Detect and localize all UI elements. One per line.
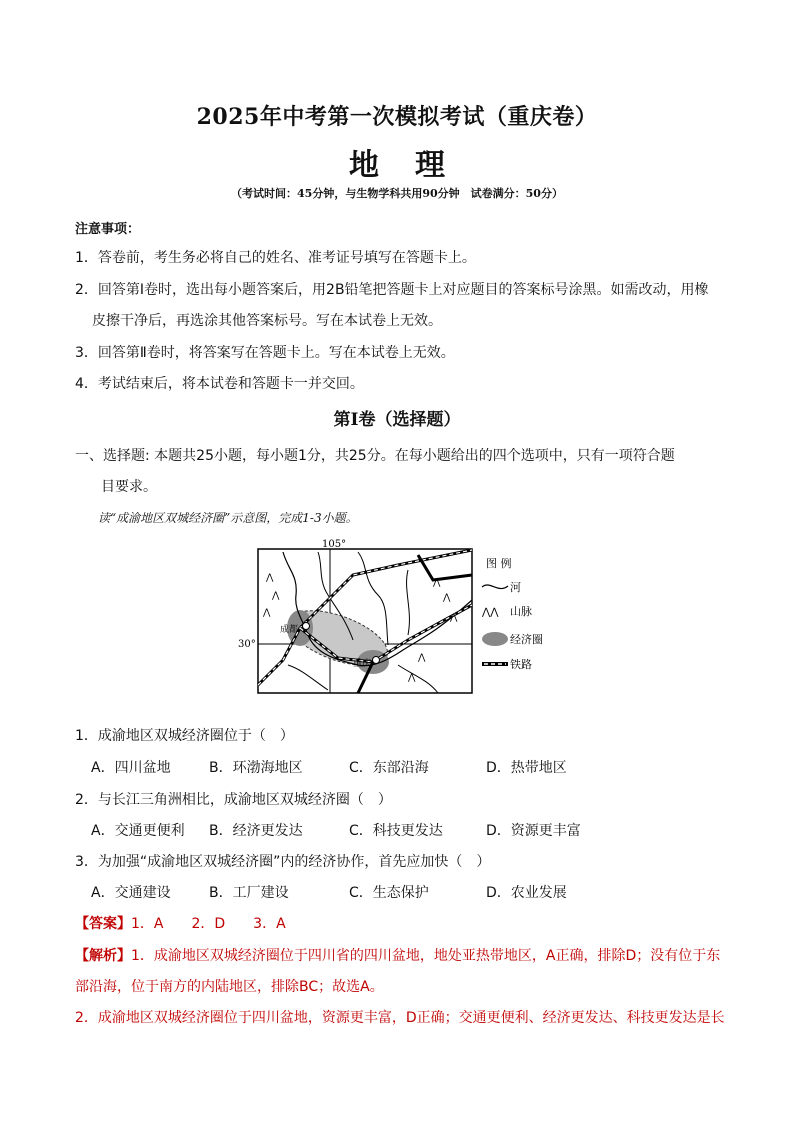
legend-circle-label: 经济圈 <box>510 633 543 646</box>
map-intro: 读“成渝地区双城经济圈”示意图，完成1-3小题。 <box>98 511 358 525</box>
notice-heading: 注意事项： <box>75 222 141 237</box>
question-1-options <box>91 757 567 777</box>
chongqing-marker <box>373 657 380 664</box>
svg-text:⋀: ⋀ <box>408 673 416 683</box>
svg-text:⋀: ⋀ <box>272 591 280 601</box>
legend-title: 图 例 <box>486 557 512 570</box>
question-1-stem: 1．成渝地区双城经济圈位于（ ） <box>75 728 294 744</box>
svg-text:⋀: ⋀ <box>263 608 271 618</box>
q2-option-a[interactable]: A．交通更便利 <box>91 823 185 839</box>
svg-text:⋀: ⋀ <box>443 593 451 603</box>
q2-option-d[interactable]: D．资源更丰富 <box>486 823 581 839</box>
answer-text: 1．A 2．D 3．A <box>131 916 286 932</box>
analysis-line-2: 部沿海，位于南方的内陆地区，排除BC；故选A。 <box>75 979 384 995</box>
question-3-stem: 3．为加强“成渝地区双城经济圈”内的经济协作，首先应加快（ ） <box>75 854 491 870</box>
q3-option-a[interactable]: A．交通建设 <box>91 885 171 901</box>
svg-text:⋀: ⋀ <box>418 653 426 663</box>
q2-option-c[interactable]: C．科技更发达 <box>349 823 443 839</box>
question-3-options <box>91 882 567 902</box>
exam-title: 2025年中考第一次模拟考试（重庆卷） <box>196 104 598 130</box>
section-title: 第Ⅰ卷（选择题） <box>333 410 461 430</box>
notice-item-3: 3．回答第Ⅱ卷时，将答案写在答题卡上。写在本试卷上无效。 <box>75 345 455 361</box>
analysis-line-3: 2．成渝地区双城经济圈位于四川盆地，资源更丰富，D正确；交通更便利、经济更发达、科技更发达是长 <box>75 1010 725 1026</box>
legend-river-label: 河 <box>510 581 521 594</box>
subject-title <box>0 140 794 184</box>
q2-option-b[interactable]: B．经济更发达 <box>209 823 303 839</box>
notice-item-2-cont: 皮擦干净后，再选涂其他答案标号。写在本试卷上无效。 <box>92 313 442 329</box>
q3-option-c[interactable]: C．生态保护 <box>349 885 429 901</box>
svg-text:⋀: ⋀ <box>450 613 458 623</box>
legend-river-symbol <box>482 585 508 589</box>
legend-rail-label: 铁路 <box>510 658 532 671</box>
exam-time-info: （考试时间：45分钟，与生物学科共用90分钟 试卷满分：50分） <box>231 187 563 200</box>
legend-mountain-symbol: ⋀⋀ <box>482 607 499 618</box>
lat-label: 30° <box>238 639 256 650</box>
chengdu-label: 成都 <box>280 625 299 635</box>
answer-label: 【答案】 <box>75 916 131 932</box>
question-2-options <box>91 820 581 840</box>
analysis-line-1 <box>75 945 720 965</box>
part1-instruction: 一、选择题: 本题共25小题，每小题1分，共25分。在每小题给出的四个选项中，只有一项符合题 <box>75 448 675 464</box>
notice-item-4: 4．考试结束后，将本试卷和答题卡一并交回。 <box>75 376 364 392</box>
question-2-stem: 2．与长江三角洲相比，成渝地区双城经济圈（ ） <box>75 792 392 808</box>
notice-item-2: 2．回答第Ⅰ卷时，选出每小题答案后，用2B铅笔把答题卡上对应题目的答案标号涂黑。如需改动，用橡 <box>75 282 709 298</box>
svg-text:⋀: ⋀ <box>266 573 274 583</box>
q1-option-b[interactable]: B．环渤海地区 <box>209 760 303 776</box>
notice-item-1: 1．答卷前，考生务必将自己的姓名、准考证号填写在答题卡上。 <box>75 250 476 266</box>
chongqing-label: 重庆 <box>353 659 372 669</box>
legend-circle-symbol <box>482 632 508 646</box>
subject-char-2: 理 <box>415 148 445 183</box>
analysis-text-1: 1．成渝地区双城经济圈位于四川省的四川盆地，地处亚热带地区，A正确，排除D；没有位于东 <box>131 948 721 964</box>
q3-option-d[interactable]: D．农业发展 <box>486 885 567 901</box>
chengyu-map <box>238 539 558 705</box>
analysis-label: 【解析】 <box>75 948 131 964</box>
subject-char-1: 地 <box>349 148 379 183</box>
q1-option-a[interactable]: A．四川盆地 <box>91 760 171 776</box>
part1-instruction-cont: 目要求。 <box>101 479 157 495</box>
lon-label: 105° <box>322 539 347 550</box>
answer-line <box>75 913 286 933</box>
q1-option-c[interactable]: C．东部沿海 <box>349 760 429 776</box>
q3-option-b[interactable]: B．工厂建设 <box>209 885 289 901</box>
legend-mountain-label: 山脉 <box>510 605 532 618</box>
svg-text:⋀: ⋀ <box>433 578 441 588</box>
chengdu-marker <box>303 623 310 630</box>
q1-option-d[interactable]: D．热带地区 <box>486 760 567 776</box>
